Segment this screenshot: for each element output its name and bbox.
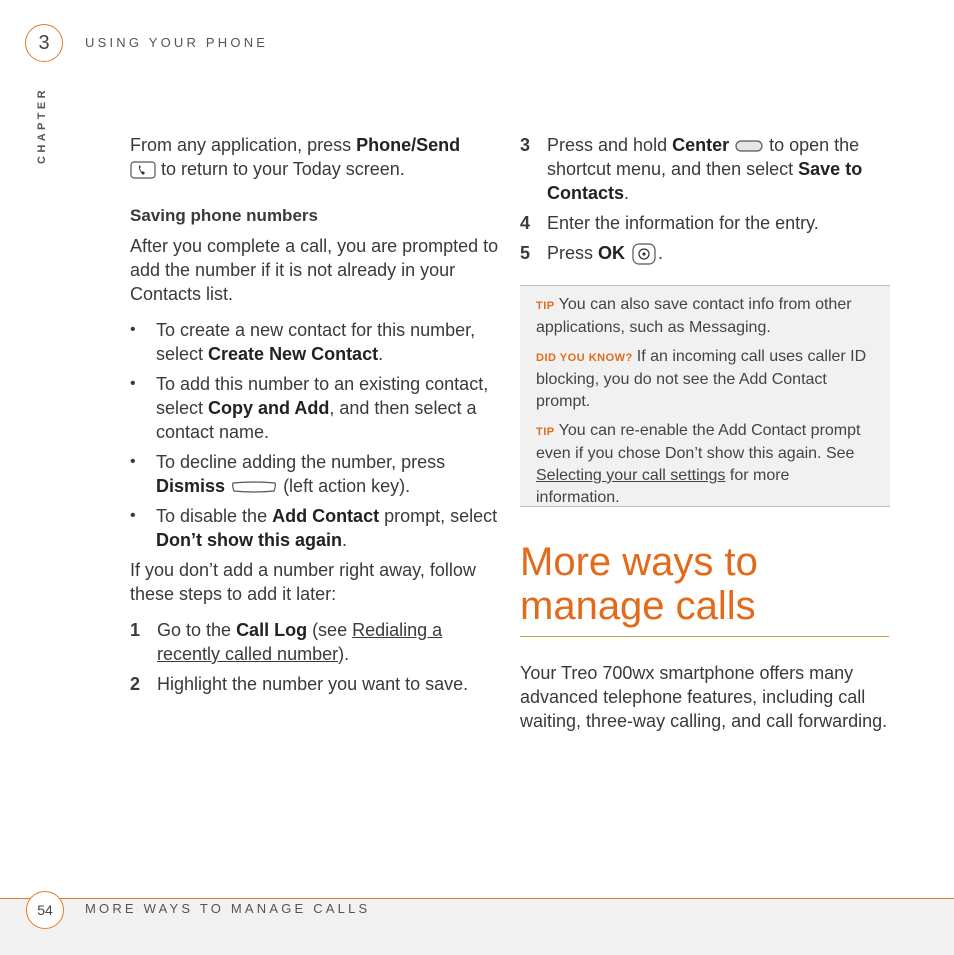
step-2: 2 Highlight the number you want to save. xyxy=(130,674,469,694)
step-5: 5 Press OK . xyxy=(520,241,890,265)
chapter-number-badge xyxy=(25,24,63,62)
section-intro: Your Treo 700wx smartphone offers many advanced telephone features, including call waiting, three-way calling, and call forwarding. xyxy=(520,663,888,731)
tip-2: TIP You can re-enable the Add Contact prompt even if you chose Don’t show this again. See Selecting your call settings for more information. xyxy=(536,422,861,506)
list-item: • To decline adding the number, press Dismiss (left action key). xyxy=(130,452,446,496)
redialing-link[interactable]: Redialing a recently called number xyxy=(157,620,443,664)
saving-numbers-subhead: Saving phone numbers xyxy=(130,206,318,225)
chapter-label-vertical xyxy=(27,80,57,180)
list-item: • To create a new contact for this number, select Create New Contact. xyxy=(130,320,476,364)
phone-send-icon xyxy=(130,161,156,179)
tip-1: TIP You can also save contact info from other applications, such as Messaging. xyxy=(536,296,852,336)
ok-button-icon xyxy=(630,243,658,265)
tip-label: TIP xyxy=(536,426,555,438)
page-number: 54 xyxy=(37,902,53,918)
step-3: 3 Press and hold Center to open the shortcut menu, and then select Save to Contacts. xyxy=(520,135,863,203)
page-number-badge xyxy=(26,891,64,929)
bullet-list xyxy=(130,318,500,552)
left-column xyxy=(130,133,500,696)
list-item: • To disable the Add Contact prompt, select Don’t show this again. xyxy=(130,506,498,550)
intro-paragraph: From any application, press Phone/Send to return to your Today screen. xyxy=(130,135,461,179)
list-item: • To add this number to an existing contact, select Copy and Add, and then select a contact name. xyxy=(130,374,489,442)
tip-label: TIP xyxy=(536,300,555,312)
section-title: More ways to manage calls xyxy=(520,540,889,637)
did-you-know: DID YOU KNOW? If an incoming call uses caller ID blocking, you do not see the Add Contact prompt. xyxy=(536,348,867,410)
step-4: 4 Enter the information for the entry. xyxy=(520,213,819,233)
running-foot: MORE WAYS TO MANAGE CALLS xyxy=(85,901,371,916)
dismiss-key-icon xyxy=(230,480,278,494)
did-you-know-label: DID YOU KNOW? xyxy=(536,352,633,364)
right-column xyxy=(520,133,890,265)
center-button-icon xyxy=(734,139,764,153)
step-1: 1 Go to the Call Log (see Redialing a recently called number). xyxy=(130,620,443,664)
steps-intro-paragraph: If you don’t add a number right away, follow these steps to add it later: xyxy=(130,560,476,604)
call-settings-link[interactable]: Selecting your call settings xyxy=(536,467,726,484)
saving-numbers-paragraph: After you complete a call, you are prompted to add the number if it is not already in your Contacts list. xyxy=(130,236,499,304)
tip-box xyxy=(520,285,890,507)
chapter-label: CHAPTER xyxy=(36,87,48,164)
chapter-number: 3 xyxy=(38,31,50,54)
running-head: USING YOUR PHONE xyxy=(85,35,269,50)
